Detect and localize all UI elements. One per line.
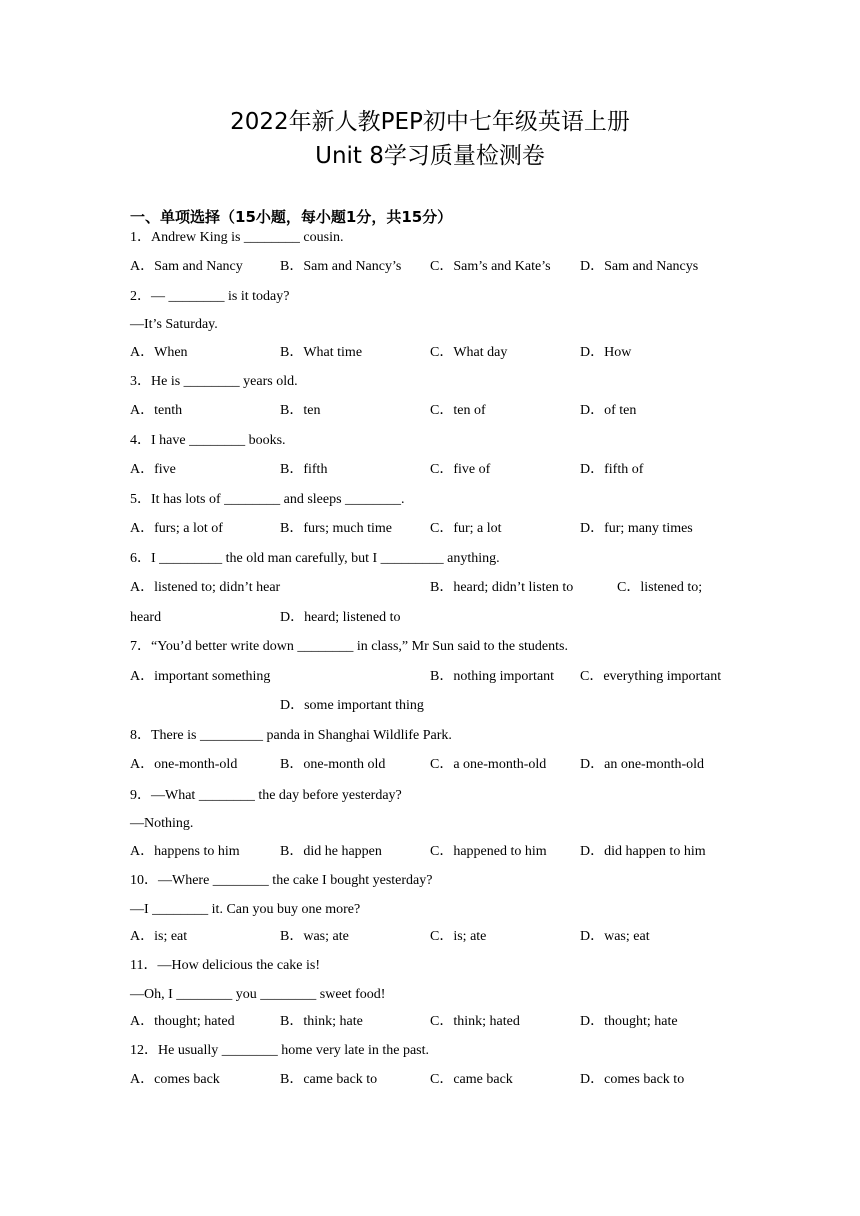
question-9-reply: —Nothing.	[130, 816, 194, 831]
option-a: A．thought; hated	[130, 1014, 235, 1029]
option-a: A．When	[130, 345, 188, 360]
question-1-stem: 1．Andrew King is ________ cousin.	[130, 230, 344, 245]
question-12-stem: 12．He usually ________ home very late in the past.	[130, 1043, 429, 1058]
option-d: D．did happen to him	[580, 844, 706, 859]
option-b: B．nothing important	[430, 669, 555, 684]
option-a: A．important something	[130, 669, 271, 684]
option-b: B．was; ate	[280, 929, 349, 944]
question-6-stem: 6．I _________ the old man carefully, but I _________ anything.	[130, 551, 500, 566]
option-c: C．listened to;	[617, 580, 703, 595]
option-b: B．came back to	[280, 1072, 378, 1087]
option-b: B．think; hate	[280, 1014, 363, 1029]
question-7-stem: 7．“You’d better write down ________ in class,” Mr Sun said to the students.	[130, 639, 568, 654]
option-c: C．came back	[430, 1072, 513, 1087]
option-c: C．a one-month-old	[430, 757, 547, 772]
option-d: D．heard; listened to	[280, 610, 401, 625]
question-5-stem: 5．It has lots of ________ and sleeps ________.	[130, 492, 405, 507]
option-d: D．comes back to	[580, 1072, 685, 1087]
option-c: C．fur; a lot	[430, 521, 502, 536]
option-c-continued: heard	[130, 610, 162, 625]
option-b: B．Sam and Nancy’s	[280, 259, 402, 274]
option-d: D．an one-month-old	[580, 757, 705, 772]
option-a: A．comes back	[130, 1072, 220, 1087]
option-a: A．furs; a lot of	[130, 521, 223, 536]
option-c: C．everything important	[580, 669, 722, 684]
option-c: C．ten of	[430, 403, 486, 418]
option-a: A．one-month-old	[130, 757, 238, 772]
option-c: C．five of	[430, 462, 491, 477]
option-c: C．Sam’s and Kate’s	[430, 259, 551, 274]
option-b: B．furs; much time	[280, 521, 392, 536]
option-b: B．ten	[280, 403, 321, 418]
question-8-stem: 8．There is _________ panda in Shanghai Wildlife Park.	[130, 728, 452, 743]
question-3-stem: 3．He is ________ years old.	[130, 374, 298, 389]
document-title: 2022年新人教PEP初中七年级英语上册	[230, 109, 630, 135]
question-10-stem: 10．—Where ________ the cake I bought yesterday?	[130, 873, 433, 888]
option-d: D．fifth of	[580, 462, 644, 477]
option-c: C．think; hated	[430, 1014, 520, 1029]
option-b: B．heard; didn’t listen to	[430, 580, 574, 595]
option-d: D．some important thing	[280, 698, 424, 713]
question-9-stem: 9．—What ________ the day before yesterday?	[130, 788, 402, 803]
option-b: B．fifth	[280, 462, 328, 477]
option-a: A．five	[130, 462, 176, 477]
option-a: A．is; eat	[130, 929, 188, 944]
document-subtitle: Unit 8学习质量检测卷	[315, 143, 545, 169]
question-2-stem: 2．— ________ is it today?	[130, 289, 290, 304]
option-c: C．is; ate	[430, 929, 487, 944]
question-11-stem: 11．—How delicious the cake is!	[130, 958, 320, 973]
question-11-reply: —Oh, I ________ you ________ sweet food!	[130, 987, 386, 1002]
option-c: C．What day	[430, 345, 508, 360]
question-4-stem: 4．I have ________ books.	[130, 433, 286, 448]
option-d: D．thought; hate	[580, 1014, 678, 1029]
option-a: A．tenth	[130, 403, 183, 418]
option-d: D．was; eat	[580, 929, 650, 944]
option-d: D．of ten	[580, 403, 637, 418]
section-heading: 一、单项选择（15小题，每小题1分，共15分）	[130, 208, 453, 226]
option-d: D．Sam and Nancys	[580, 259, 699, 274]
option-b: B．one-month old	[280, 757, 386, 772]
option-c: C．happened to him	[430, 844, 547, 859]
option-b: B．What time	[280, 345, 363, 360]
option-b: B．did he happen	[280, 844, 382, 859]
option-d: D．fur; many times	[580, 521, 693, 536]
question-10-reply: —I ________ it. Can you buy one more?	[130, 902, 361, 917]
option-a: A．Sam and Nancy	[130, 259, 243, 274]
option-d: D．How	[580, 345, 632, 360]
option-a: A．happens to him	[130, 844, 240, 859]
option-a: A．listened to; didn’t hear	[130, 580, 281, 595]
question-2-reply: —It’s Saturday.	[130, 317, 218, 332]
